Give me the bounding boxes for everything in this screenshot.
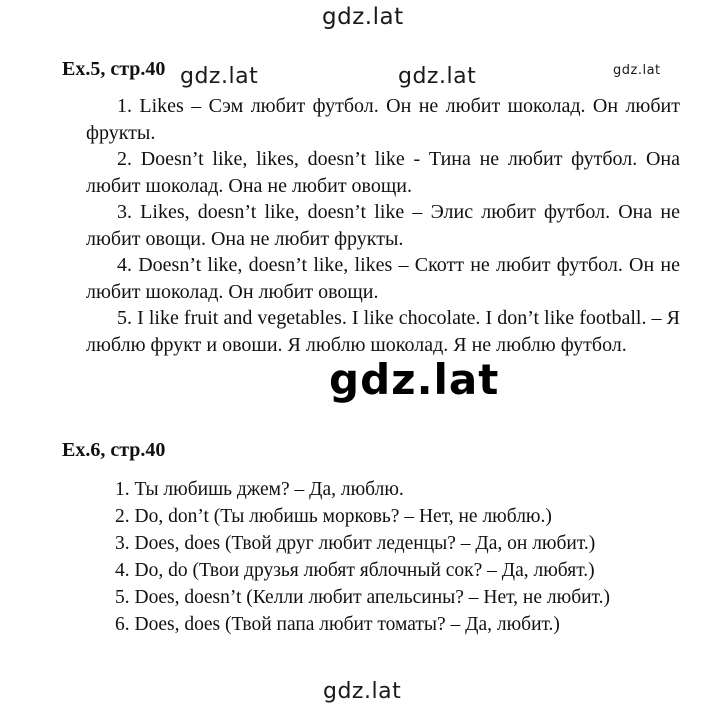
- exercise6-item-6: 6. Does, does (Твой папа любит томаты? – Да, любит.): [115, 614, 560, 635]
- exercise6-item-1: 1. Ты любишь джем? – Да, люблю.: [115, 479, 404, 500]
- exercise6-item-4: 4. Do, do (Твои друзья любят яблочный сок? – Да, любят.): [115, 560, 595, 581]
- watermark-top: gdz.lat: [322, 4, 404, 30]
- exercise5-item-1: 1. Likes – Сэм любит футбол. Он не любит шоколад. Он любит фрукты.: [86, 95, 680, 144]
- exercise6-title: Ex.6, стр.40: [62, 439, 166, 461]
- watermark-header-center: gdz.lat: [398, 64, 477, 89]
- exercise5-answers: [86, 93, 680, 358]
- exercise5-item-5: 5. I like fruit and vegetables. I like chocolate. I don’t like football. – Я люблю фрукт и овоши. Я люблю шоколад. Я не люблю футбол.: [86, 307, 680, 356]
- exercise5-title: Ex.5, стр.40: [62, 58, 166, 80]
- exercise5-item-3: 3. Likes, doesn’t like, doesn’t like – Элис любит футбол. Она не любит овощи. Она не любит фрукты.: [86, 201, 680, 250]
- exercise6-item-3: 3. Does, does (Твой друг любит леденцы? – Да, он любит.): [115, 533, 596, 554]
- exercise5-item-4: 4. Doesn’t like, doesn’t like, likes – Скотт не любит футбол. Он не любит шоколад. Он любит овощи.: [86, 254, 680, 303]
- exercise6-item-5: 5. Does, doesn’t (Келли любит апельсины? – Нет, не любит.): [115, 587, 610, 608]
- exercise5-item-2: 2. Doesn’t like, likes, doesn’t like - Тина не любит футбол. Она любит шоколад. Она не любит овощи.: [86, 148, 680, 197]
- watermark-center-large: gdz.lat: [329, 355, 500, 404]
- exercise6-answers: [115, 476, 610, 638]
- exercise6-item-2: 2. Do, don’t (Ты любишь морковь? – Нет, не люблю.): [115, 506, 552, 527]
- watermark-bottom: gdz.lat: [323, 679, 402, 704]
- watermark-header-left: gdz.lat: [180, 64, 259, 89]
- watermark-header-right: gdz.lat: [613, 63, 661, 78]
